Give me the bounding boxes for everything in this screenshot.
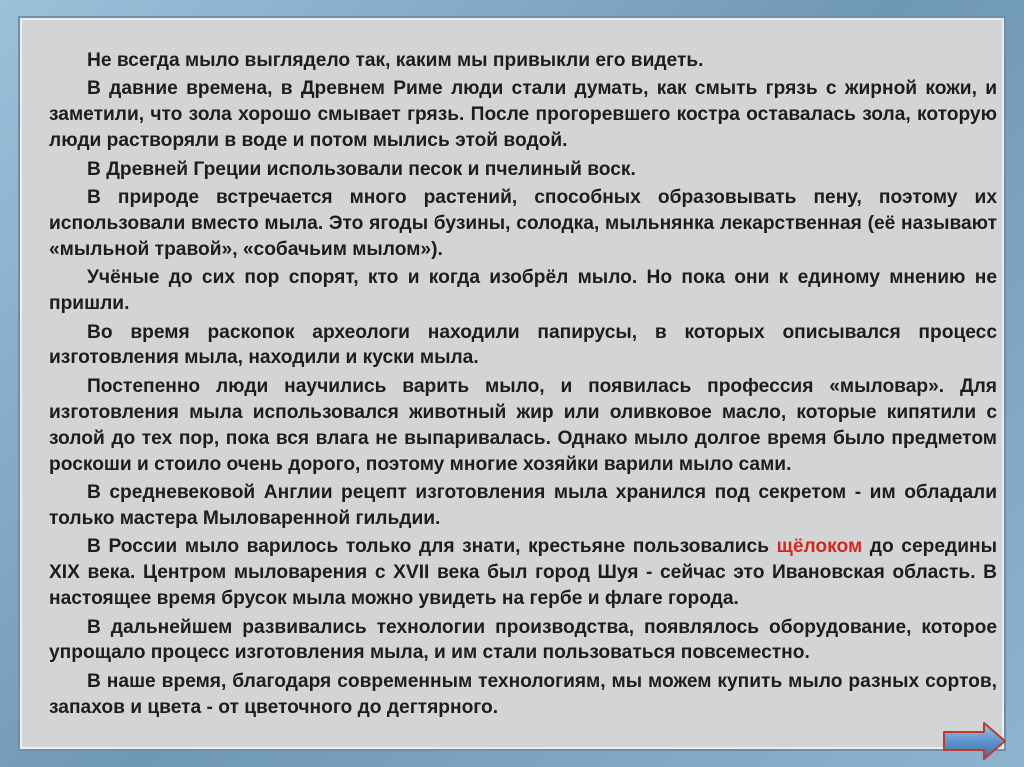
paragraph-russia [49,534,997,612]
highlighted-term: щёлоком [776,536,863,558]
right-arrow-icon [942,721,1008,761]
paragraph: В давние времена, в Древнем Риме люди стали думать, как смыть грязь с жирной кожи, и заметили, что зола хорошо смывает грязь. После прогоревшего костра оставалась зола, которую люди растворяли в воде и потом мылись этой водой. [49,78,997,152]
paragraph: Учёные до сих пор спорят, кто и когда изобрёл мыло. Но пока они к единому мнению не пришли. [49,267,997,315]
paragraph: В средневековой Англии рецепт изготовления мыла хранился под секретом - им обладали только мастера Мыловаренной гильдии. [49,482,997,529]
paragraph: В Древней Греции использовали песок и пчелиный воск. [87,158,636,180]
paragraph-text: В России мыло варилось только для знати, крестьяне пользовались [87,536,777,558]
next-slide-button[interactable] [942,721,1008,761]
text-block [49,48,997,723]
slide-content [18,16,1006,751]
paragraph: Во время раскопок археологи находили папирусы, в которых описывался процесс изготовления мыла, находили и куски мыла. [49,321,997,369]
paragraph-text: до середины XIX века. Центром мыловарения с XVII века был город Шуя - сейчас это Ивановская область. В настоящее время брусок мыла можно увидеть на гербе и флаге города. [49,536,997,610]
paragraph: Не всегда мыло выглядело так, каким мы привыкли его видеть. [87,50,704,71]
paragraph: В дальнейшем развивались технологии производства, появлялось оборудование, которое упрощало процесс изготовления мыла, и им стали пользоваться повсеместно. [49,616,997,664]
paragraph: В наше время, благодаря современным технологиям, мы можем купить мыло разных сортов, запахов и цвета - от цветочного до дегтярного. [49,670,997,718]
paragraph: Постепенно люди научились варить мыло, и появилась профессия «мыловар». Для изготовления мыла использовался животный жир или оливковое масло, которые кипятили с золой до тех пор, пока вся влага не выпаривалась. Однако мыло долгое время было предметом роскоши и стоило очень дорого, поэтому многие хозяйки варили мыло сами. [49,375,997,475]
paragraph: В природе встречается много растений, способных образовывать пену, поэтому их использовали вместо мыла. Это ягоды бузины, солодка, мыльнянка лекарственная (её называют «мыльной травой», «собачьим мылом»). [49,187,997,260]
